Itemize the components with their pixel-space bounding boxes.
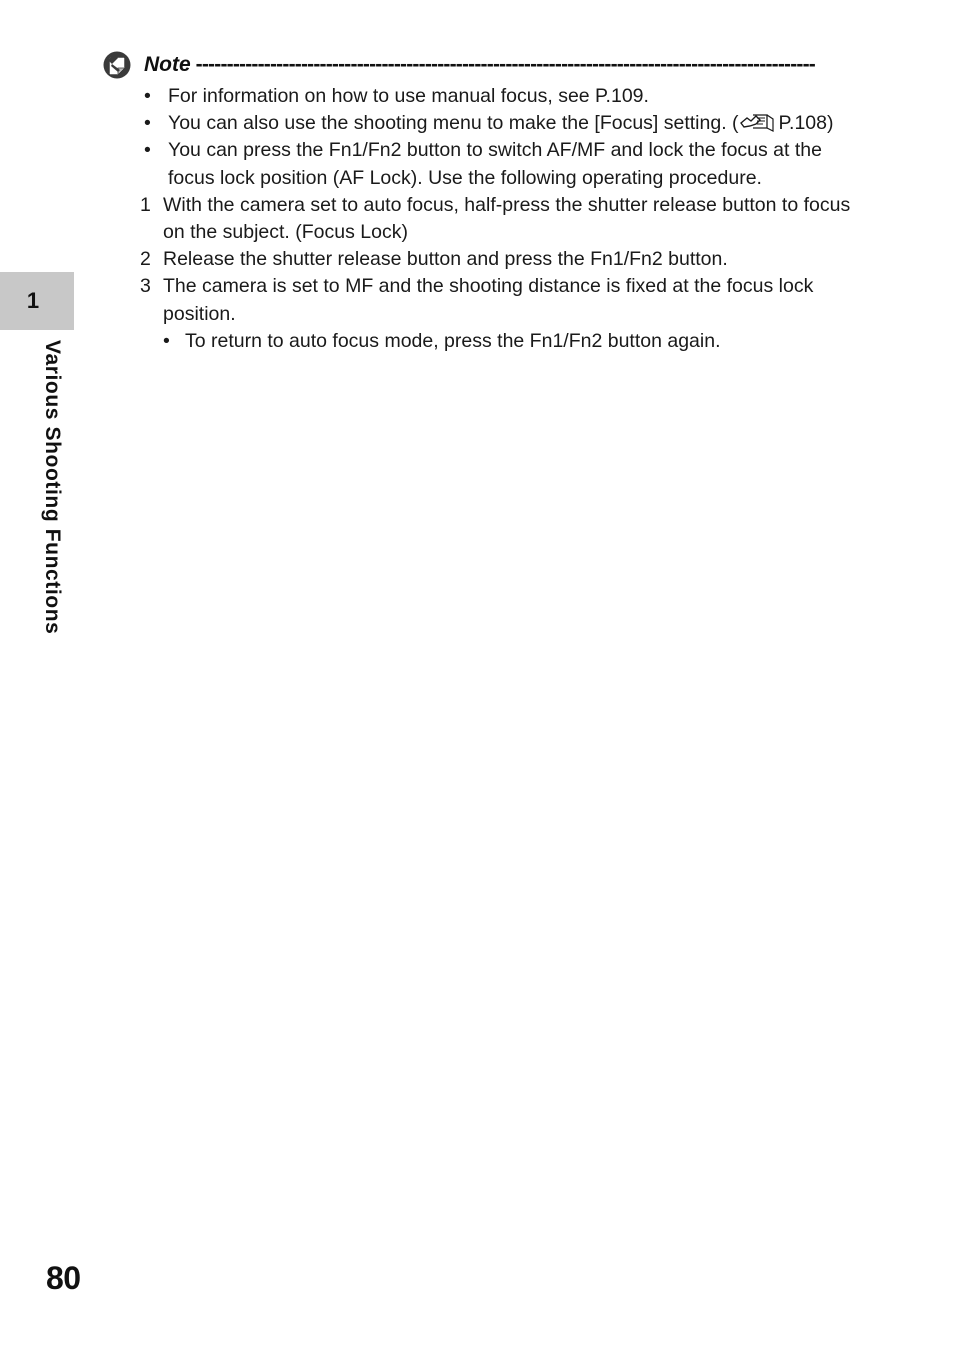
step-number: 2 [140, 248, 151, 271]
chapter-number: 1 [26, 288, 40, 313]
bullet-text: You can press the Fn1/Fn2 button to switch AF/MF and lock the focus at the focus lock position (AF Lock). Use the following operating procedure. [168, 139, 822, 189]
procedure-step [140, 192, 860, 246]
bullet-mark: • [144, 85, 151, 107]
note-label: Note [144, 53, 191, 76]
procedure-step [140, 246, 860, 273]
page-reference-icon [739, 112, 779, 132]
chapter-title: Various Shooting Functions [41, 340, 64, 635]
bullet-mark: • [163, 329, 170, 352]
note-bullet-item [140, 83, 860, 110]
step-number: 3 [140, 275, 151, 298]
note-content [140, 83, 860, 355]
procedure-step [140, 273, 860, 355]
bullet-text: You can also use the shooting menu to make the [Focus] setting. ( [168, 112, 739, 135]
step-number: 1 [140, 193, 151, 216]
procedure-steps [140, 192, 860, 355]
bullet-mark: • [144, 139, 151, 162]
bullet-text-suffix: P.108) [778, 112, 834, 135]
note-bullet-item [140, 110, 860, 137]
step-text: Release the shutter release button and press the Fn1/Fn2 button. [163, 248, 728, 271]
note-bullet-item [140, 137, 860, 191]
page-number: 80 [46, 1260, 81, 1296]
step-sub-bullet [163, 328, 860, 355]
bullet-text: For information on how to use manual focus, see P.109. [168, 85, 649, 107]
sub-bullet-text: To return to auto focus mode, press the Fn1/Fn2 button again. [185, 329, 721, 352]
note-pencil-icon [102, 50, 132, 80]
step-text: With the camera set to auto focus, half-press the shutter release button to focus on the subject. (Focus Lock) [163, 193, 851, 244]
step-text: The camera is set to MF and the shooting distance is fixed at the focus lock position. [163, 275, 814, 325]
note-header [102, 48, 862, 82]
bullet-mark: • [144, 112, 151, 135]
note-divider: ---------------------------------------------------------------------------------------------------- [195, 53, 815, 76]
